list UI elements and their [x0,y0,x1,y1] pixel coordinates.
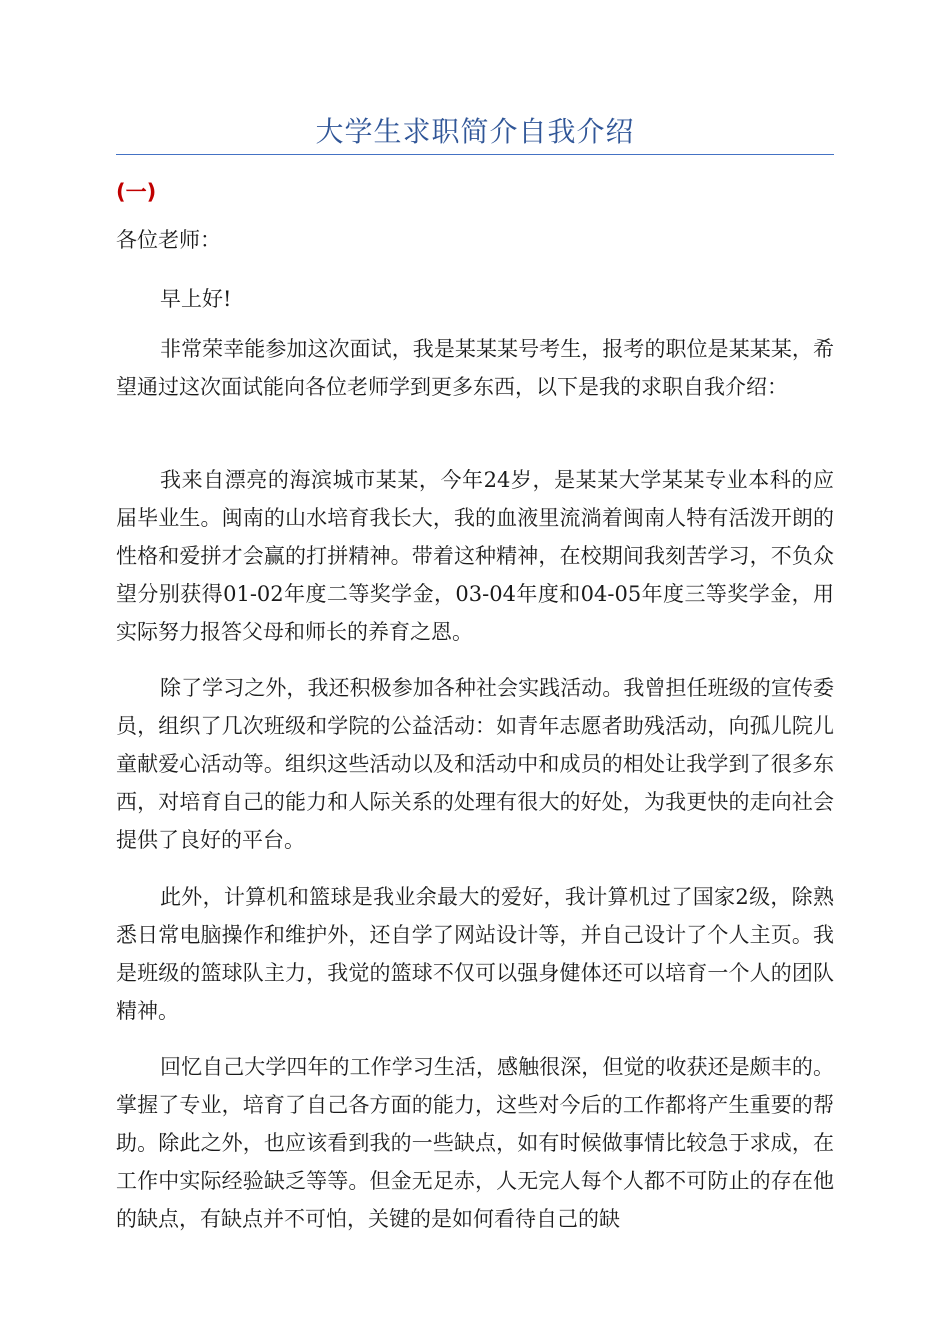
paragraph-hobbies: 此外，计算机和篮球是我业余最大的爱好，我计算机过了国家2级，除熟悉日常电脑操作和维护外，还自学了网站设计等，并自己设计了个人主页。我是班级的篮球队主力，我觉的篮球不仅可以强身健体还可以培育一个人的团队精神。 [116,885,834,1023]
paragraph-reflection: 回忆自己大学四年的工作学习生活，感触很深，但觉的收获还是颇丰的。掌握了专业，培育了自己各方面的能力，这些对今后的工作都将产生重要的帮助。除此之外，也应该看到我的一些缺点，如有时候做事情比较急于求成，在工作中实际经验缺乏等等。但金无足赤，人无完人每个人都不可防止的存在他的缺点，有缺点并不可怕，关键的是如何看待自己的缺 [116,1055,834,1231]
paragraph-intro: 非常荣幸能参加这次面试，我是某某某号考生，报考的职位是某某某，希望通过这次面试能向各位老师学到更多东西，以下是我的求职自我介绍： [116,337,834,399]
title-underline [116,154,834,155]
section-heading: (一) [116,180,157,204]
paragraph-background: 我来自漂亮的海滨城市某某，今年24岁，是某某大学某某专业本科的应届毕业生。闽南的山水培育我长大，我的血液里流淌着闽南人特有活泼开朗的性格和爱拼才会赢的打拼精神。带着这种精神，在校期间我刻苦学习，不负众望分别获得01-02年度二等奖学金，03-04年度和04-05年度三等奖学金，用实际努力报答父母和师长的养育之恩。 [116,468,834,644]
document-page [116,0,834,1344]
paragraph-morning-greeting: 早上好! [160,287,232,311]
paragraph-activities: 除了学习之外，我还积极参加各种社会实践活动。我曾担任班级的宣传委员，组织了几次班级和学院的公益活动：如青年志愿者助残活动，向孤儿院儿童献爱心活动等。组织这些活动以及和活动中和成员的相处让我学到了很多东西，对培育自己的能力和人际关系的处理有很大的好处，为我更快的走向社会提供了良好的平台。 [116,676,834,852]
greeting-line: 各位老师： [116,228,221,252]
document-title: 大学生求职简介自我介绍 [315,115,635,148]
